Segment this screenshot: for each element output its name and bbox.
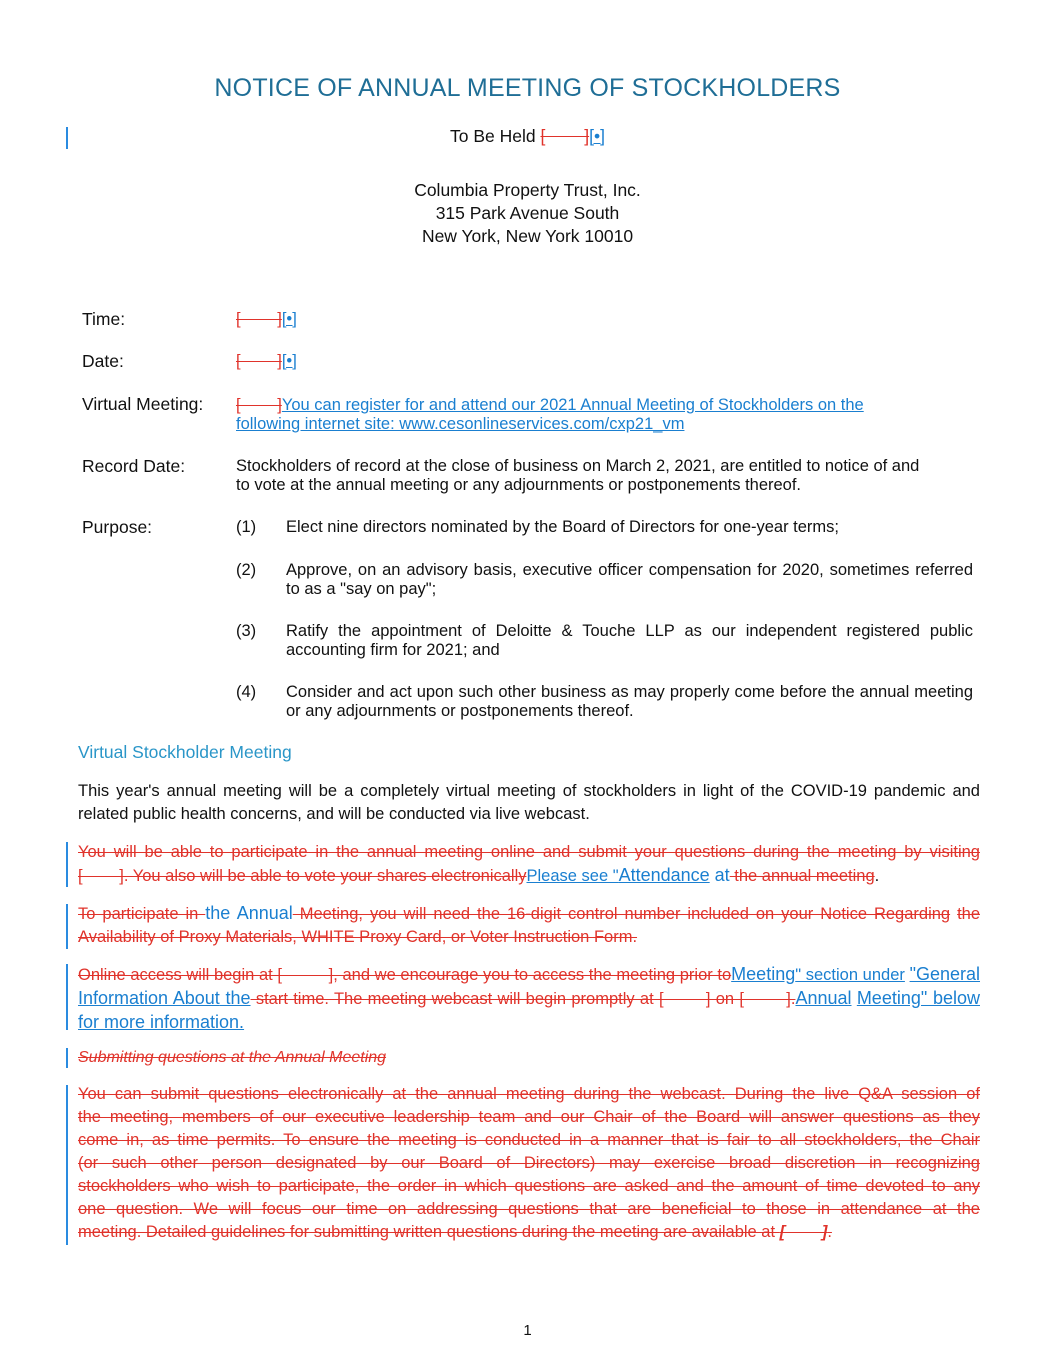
deleted-text: the annual meeting — [729, 867, 875, 885]
deleted-placeholder: [ ] — [779, 1223, 828, 1241]
deleted-line: come in, as time permits. To ensure the meeting is conducted in a manner that is fair to all stockholders, the Chair — [78, 1131, 980, 1149]
inserted-text: "General Information About — [78, 964, 980, 1008]
virtual-meeting-value — [236, 396, 976, 434]
inserted-text: the — [219, 988, 251, 1008]
inserted-placeholder: [•] — [589, 126, 605, 146]
change-bar — [66, 842, 68, 887]
purpose-item-text: Consider and act upon such other business as may properly come before the annual meeting or any adjournments or postponements thereof. — [286, 683, 973, 720]
deleted-paragraph-4 — [78, 1083, 980, 1244]
deleted-text: access the meeting prior to — [528, 966, 732, 984]
deleted-text: . — [827, 1223, 832, 1241]
purpose-item-number: (2) — [236, 561, 257, 579]
deleted-text: You will be able to participate in the annual meeting online and submit your questions during the meeting by visiting — [78, 843, 980, 861]
purpose-item — [236, 683, 976, 723]
inserted-text: Annual — [795, 988, 852, 1008]
change-bar — [66, 1048, 68, 1068]
company-street: 315 Park Avenue South — [435, 203, 620, 223]
record-date-value — [236, 457, 981, 495]
deleted-text: promptly at [ ] on [ ]. — [566, 990, 796, 1008]
deleted-line: stockholders who wish to participate, the order in which questions are asked and the amount of time devoted to any — [78, 1177, 980, 1195]
inserted-placeholder: [•] — [281, 352, 297, 370]
inserted-text: Meeting — [731, 964, 796, 984]
purpose-item-number: (1) — [236, 518, 257, 536]
purpose-item-number: (4) — [236, 683, 257, 701]
purpose-item-text: Ratify the appointment of Deloitte & Touche LLP as our independent registered public accounting firm for 2021; and — [286, 622, 973, 659]
purpose-item — [236, 518, 976, 558]
deleted-line: You can submit questions electronically at the annual meeting during the webcast. During the live Q&A session of — [78, 1085, 980, 1103]
deleted-paragraph-1 — [78, 841, 980, 888]
purpose-label: Purpose: — [82, 517, 153, 537]
section-heading: Virtual Stockholder Meeting — [78, 742, 292, 762]
page-title: NOTICE OF ANNUAL MEETING OF STOCKHOLDERS — [214, 74, 841, 102]
time-label: Time: — [82, 309, 126, 329]
page-number: 1 — [523, 1322, 532, 1339]
purpose-item-text: Approve, on an advisory basis, executive officer compensation for 2020, sometimes referred to as a "say on pay"; — [286, 561, 973, 598]
purpose-item-text: Elect nine directors nominated by the Board of Directors for one-year terms; — [286, 518, 839, 536]
deleted-paragraph-2 — [78, 902, 980, 949]
deleted-placeholder: [ ] — [236, 352, 282, 370]
deleted-placeholder: [ ] — [236, 310, 282, 328]
virtual-meeting-label: Virtual Meeting: — [82, 394, 204, 414]
deleted-line: (or such other person designated by our Board of Directors) may exercise broad discretion in recognizing — [78, 1154, 980, 1172]
change-bar — [66, 964, 68, 1030]
deleted-text: Online access will begin at [ ], and we encourage you to — [78, 966, 529, 984]
deleted-text: start time. The meeting webcast will begin — [250, 990, 567, 1008]
deleted-placeholder: [ ] — [236, 396, 282, 414]
record-date-line: Stockholders of record at the close of business on March 2, 2021, are entitled to notice of and — [236, 457, 920, 475]
registration-link-text[interactable]: You can register for and attend our 2021 Annual Meeting of Stockholders on the — [281, 396, 864, 414]
purpose-item-number: (3) — [236, 622, 257, 640]
company-name: Columbia Property Trust, Inc. — [414, 180, 641, 200]
deleted-line: the meeting, members of our executive leadership team and our Chair of the Board will answer questions as they — [78, 1108, 980, 1126]
inserted-text: Please see " — [526, 867, 619, 885]
deleted-line: meeting. Detailed guidelines for submitting written questions during the meeting are available at — [78, 1223, 780, 1241]
inserted-text: Attendance — [618, 865, 710, 885]
intro-paragraph: This year's annual meeting will be a completely virtual meeting of stockholders in light of the COVID-19 pandemic and related public health concerns, and will be conducted via live webcast. — [78, 782, 980, 823]
inserted-placeholder: [•] — [281, 310, 297, 328]
deleted-paragraph-3 — [78, 963, 980, 1035]
inserted-text: " section under — [795, 966, 905, 984]
deleted-text: To participate in — [78, 905, 206, 923]
purpose-item — [236, 622, 976, 662]
deleted-text: the Availability of Proxy Materials, WHITE Proxy Card, or Voter Instruction Form. — [78, 905, 980, 946]
inserted-text: at — [709, 865, 730, 885]
record-date-label: Record Date: — [82, 456, 186, 476]
purpose-item — [236, 561, 976, 601]
change-bar — [66, 904, 68, 949]
deleted-text: [ ]. You also will be able to vote your shares electronically — [78, 867, 527, 885]
time-value — [236, 310, 297, 329]
submitting-heading — [78, 1046, 980, 1069]
deleted-line: one question. We will focus our time on addressing questions that are beneficial to those in attendance at the — [78, 1200, 980, 1218]
deleted-text: Meeting, you will need the 16-digit control number included on your Notice Regarding — [292, 905, 951, 923]
period: . — [874, 867, 880, 885]
date-label: Date: — [82, 351, 124, 371]
inserted-text: the Annual — [205, 903, 293, 923]
record-date-line: to vote at the annual meeting or any adjournments or postponements thereof. — [236, 476, 802, 494]
date-value — [236, 352, 297, 371]
to-be-held-label: To Be Held — [450, 126, 541, 146]
deleted-placeholder: [ ] — [540, 126, 590, 146]
company-city: New York, New York 10010 — [421, 226, 634, 246]
to-be-held-line — [0, 126, 1055, 147]
deleted-text: Submitting questions at the Annual Meeting — [78, 1049, 387, 1066]
change-bar — [66, 1085, 68, 1245]
registration-url[interactable]: following internet site: www.cesonlineservices.com/cxp21_vm — [236, 415, 685, 433]
inserted-text: Meeting" below for more information. — [78, 988, 980, 1032]
